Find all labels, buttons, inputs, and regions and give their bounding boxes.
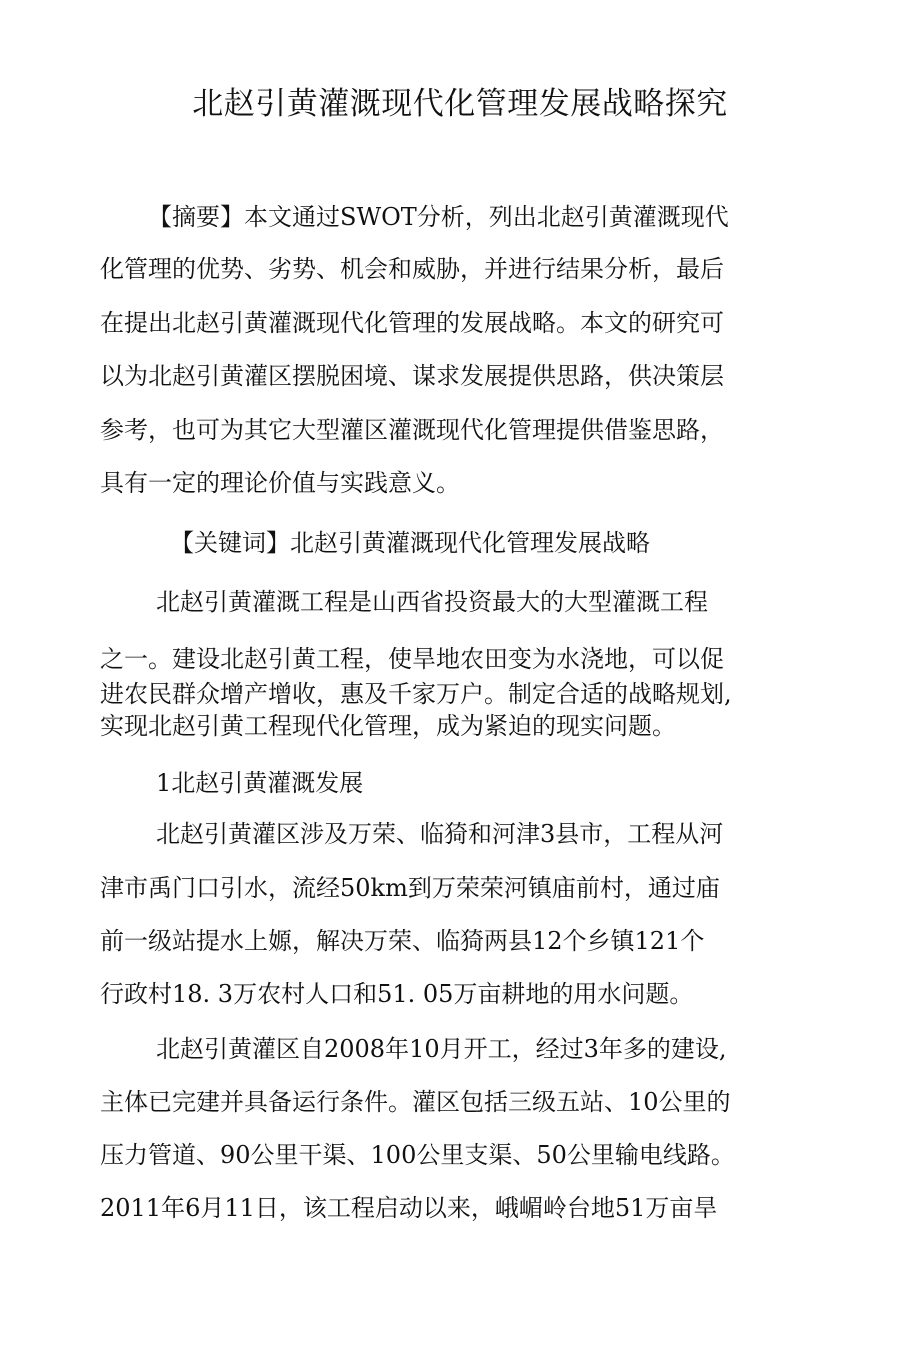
body-line-5: 北赵引黄灌区涉及万荣、临猗和河津3县市，工程从河 [156, 820, 724, 848]
abstract-line-5: 参考，也可为其它大型灌区灌溉现代化管理提供借鉴思路， [100, 416, 724, 444]
abstract-line-1: 【摘要】本文通过SWOT分析，列出北赵引黄灌溉现代 [148, 203, 729, 231]
body-line-6: 津市禹门口引水，流经50km到万荣荣河镇庙前村，通过庙 [100, 874, 720, 902]
body-line-4: 实现北赵引黄工程现代化管理，成为紧迫的现实问题。 [100, 712, 676, 740]
body-line-2: 之一。建设北赵引黄工程，使旱地农田变为水浇地，可以促 [100, 645, 724, 673]
body-line-9: 北赵引黄灌区自2008年10月开工，经过3年多的建设, [156, 1035, 727, 1063]
abstract-line-6: 具有一定的理论价值与实践意义。 [100, 469, 460, 497]
body-line-7: 前一级站提水上嫄，解决万荣、临猗两县12个乡镇121个 [100, 927, 705, 955]
body-line-10: 主体已完建并具备运行条件。灌区包括三级五站、10公里的 [100, 1088, 731, 1116]
document-title: 北赵引黄灌溉现代化管理发展战略探究 [192, 86, 728, 122]
body-line-8: 行政村18. 3万农村人口和51. 05万亩耕地的用水问题。 [100, 980, 694, 1008]
body-line-3: 进农民群众增产增收，惠及千家万户。制定合适的战略规划, [100, 680, 732, 708]
abstract-line-3: 在提出北赵引黄灌溉现代化管理的发展战略。本文的研究可 [100, 309, 724, 337]
abstract-line-2: 化管理的优势、劣势、机会和威胁，并进行结果分析，最后 [100, 255, 724, 283]
section-heading-1: 1北赵引黄灌溉发展 [156, 769, 364, 797]
keywords-line: 【关键词】北赵引黄灌溉现代化管理发展战略 [170, 529, 650, 557]
body-line-11: 压力管道、90公里干渠、100公里支渠、50公里输电线路。 [100, 1141, 735, 1169]
body-line-12: 2011年6月11日，该工程启动以来，峨嵋岭台地51万亩旱 [100, 1194, 718, 1222]
abstract-line-4: 以为北赵引黄灌区摆脱困境、谋求发展提供思路，供决策层 [100, 362, 724, 390]
body-line-1: 北赵引黄灌溉工程是山西省投资最大的大型灌溉工程 [156, 588, 708, 616]
